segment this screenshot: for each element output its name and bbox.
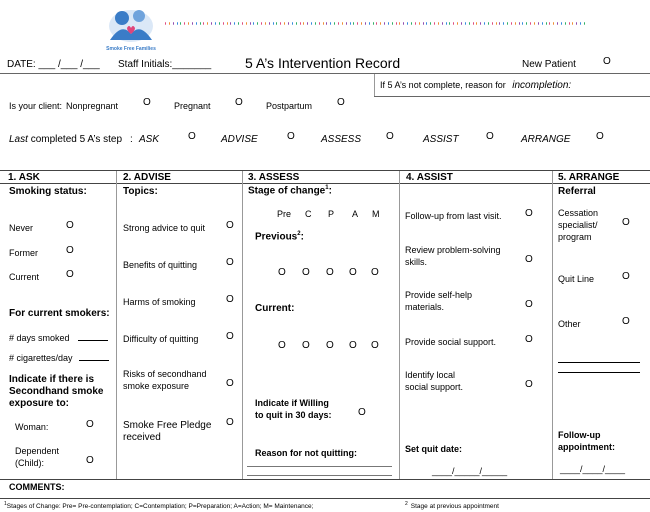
decorative-dot <box>192 22 193 25</box>
incomplete-reason-emphasis: incompletion: <box>512 80 572 91</box>
decorative-dot <box>446 22 447 25</box>
decorative-dot <box>300 22 301 25</box>
decorative-dot <box>561 22 562 25</box>
decorative-dot <box>230 22 231 25</box>
current-label: Current <box>9 272 40 282</box>
assist-support-label: Provide social support. <box>405 337 497 347</box>
decorative-dot <box>315 22 316 25</box>
never-label: Never <box>9 223 34 233</box>
topic-harms: Harms of smoking <box>123 297 196 307</box>
former-label: Former <box>9 248 38 258</box>
decorative-dot <box>296 22 297 25</box>
decorative-dot <box>203 22 204 25</box>
divider <box>116 171 117 479</box>
topic-harms-radio[interactable]: O <box>226 294 234 305</box>
current-a-radio[interactable]: O <box>349 340 357 351</box>
decorative-dot <box>542 22 543 25</box>
willing-label-2: to quit in 30 days: <box>255 410 332 420</box>
topic-benefits-radio[interactable]: O <box>226 257 234 268</box>
cessation-label-1: Cessation <box>558 208 599 218</box>
secondhand-line-3: exposure to: <box>9 398 70 409</box>
page-title: 5 A’s Intervention Record <box>245 55 401 71</box>
decorative-dot <box>177 22 178 25</box>
divider <box>0 498 650 499</box>
divider <box>399 171 400 479</box>
cessation-label-3: program <box>558 232 592 242</box>
decorative-dot <box>361 22 362 25</box>
dependent-label-1: Dependent <box>15 446 60 456</box>
step-advise-radio[interactable]: O <box>287 131 295 142</box>
decorative-dot <box>415 22 416 25</box>
decorative-dot <box>565 22 566 25</box>
stage-of-change-text: Stage of change <box>248 185 326 197</box>
decorative-dot <box>392 22 393 25</box>
pregnant-label: Pregnant <box>174 101 211 111</box>
decorative-dot <box>323 22 324 25</box>
decorative-dot <box>326 22 327 25</box>
divider <box>0 479 650 480</box>
decorative-dot <box>350 22 351 25</box>
decorative-dot <box>280 22 281 25</box>
current-pre-radio[interactable]: O <box>278 340 286 351</box>
stage-of-change-label <box>248 185 332 196</box>
decorative-dot <box>553 22 554 25</box>
decorative-dot <box>449 22 450 25</box>
secondhand-line-1: Indicate if there is <box>9 374 95 385</box>
current-m-radio[interactable]: O <box>371 340 379 351</box>
previous-p-radio[interactable]: O <box>326 267 334 278</box>
decorative-dot <box>515 22 516 25</box>
topic-risks-radio[interactable]: O <box>226 378 234 389</box>
willing-label-1: Indicate if Willing <box>255 398 329 408</box>
stage-p-header: P <box>328 209 335 219</box>
followup-label-2: appointment: <box>558 442 615 452</box>
last-step-colon: : <box>130 134 133 145</box>
other-line-1[interactable] <box>558 362 640 363</box>
previous-m-radio[interactable]: O <box>371 267 379 278</box>
assist-followup-radio[interactable]: O <box>525 208 533 219</box>
column-header-arrange: 5. ARRANGE <box>558 172 620 183</box>
decorative-dot <box>288 22 289 25</box>
decorative-dot <box>261 22 262 25</box>
former-radio[interactable]: O <box>66 245 74 256</box>
stage-c-header: C <box>305 209 312 219</box>
step-ask-label: ASK <box>139 134 160 145</box>
date-field[interactable]: DATE: ___ /___ /___ <box>7 59 100 70</box>
decorative-dot <box>411 22 412 25</box>
decorative-dot <box>184 22 185 25</box>
pledge-label-2: received <box>123 432 161 443</box>
topic-strong-advice-radio[interactable]: O <box>226 220 234 231</box>
topic-risks-1: Risks of secondhand <box>123 369 207 379</box>
decorative-dot <box>165 22 166 25</box>
footnote-1-text: Stages of Change: Pre= Pre-contemplation; C=Contemplation; P=Preparation; A=Action; M= Maintenance; <box>6 503 314 511</box>
decorative-dot <box>569 22 570 25</box>
decorative-dot <box>426 22 427 25</box>
new-patient-label: New Patient <box>522 59 576 70</box>
footnote-stages <box>4 501 313 510</box>
topic-difficulty-radio[interactable]: O <box>226 331 234 342</box>
decorative-dot <box>492 22 493 25</box>
decorative-dot <box>473 22 474 25</box>
pledge-radio[interactable]: O <box>226 417 234 428</box>
decorative-dot <box>342 22 343 25</box>
assist-materials-label-1: Provide self-help <box>405 290 473 300</box>
pledge-label-1: Smoke Free Pledge <box>123 420 212 431</box>
decorative-dot <box>250 22 251 25</box>
topic-difficulty: Difficulty of quitting <box>123 334 199 344</box>
never-radio[interactable]: O <box>66 220 74 231</box>
decorative-dot <box>330 22 331 25</box>
decorative-dot <box>403 22 404 25</box>
column-header-ask: 1. ASK <box>8 172 40 183</box>
current-radio[interactable]: O <box>66 269 74 280</box>
footnote-1-marker: 1 <box>4 501 7 507</box>
decorative-dot <box>357 22 358 25</box>
divider <box>374 74 375 96</box>
decorative-dot <box>369 22 370 25</box>
decorative-dot <box>273 22 274 25</box>
current-p-radio[interactable]: O <box>326 340 334 351</box>
decorative-dot <box>257 22 258 25</box>
previous-c-radio[interactable]: O <box>302 267 310 278</box>
decorative-dot <box>173 22 174 25</box>
referral-label: Referral <box>558 186 596 197</box>
decorative-dot <box>265 22 266 25</box>
last-step-emphasis: Last <box>9 134 28 145</box>
previous-text: Previous <box>255 231 298 243</box>
decorative-dot <box>407 22 408 25</box>
decorative-dot <box>269 22 270 25</box>
assist-materials-radio[interactable]: O <box>525 299 533 310</box>
willing-radio[interactable]: O <box>358 407 366 418</box>
woman-label: Woman: <box>15 422 49 432</box>
decorative-dot <box>580 22 581 25</box>
postpartum-radio[interactable]: O <box>337 97 345 108</box>
previous-a-radio[interactable]: O <box>349 267 357 278</box>
reason-not-quitting-label: Reason for not quitting: <box>255 448 357 458</box>
decorative-dot <box>519 22 520 25</box>
decorative-dot <box>384 22 385 25</box>
decorative-dot <box>219 22 220 25</box>
comments-label: COMMENTS: <box>9 482 65 492</box>
divider <box>242 171 243 479</box>
other-radio[interactable]: O <box>622 316 630 327</box>
assist-local-label-2: social support. <box>405 382 464 392</box>
topics-label: Topics: <box>123 186 158 197</box>
step-arrange-label: ARRANGE <box>521 134 571 145</box>
decorative-dot <box>180 22 181 25</box>
decorative-dots-right <box>165 22 585 25</box>
decorative-dot <box>496 22 497 25</box>
decorative-dot <box>442 22 443 25</box>
decorative-dot <box>434 22 435 25</box>
decorative-dot <box>346 22 347 25</box>
step-assess-label: ASSESS <box>321 134 362 145</box>
decorative-dot <box>484 22 485 25</box>
decorative-dot <box>380 22 381 25</box>
decorative-dot <box>488 22 489 25</box>
topic-benefits: Benefits of quitting <box>123 260 198 270</box>
previous-pre-radio[interactable]: O <box>278 267 286 278</box>
logo <box>100 4 162 50</box>
last-step-text: completed 5 A’s step <box>30 134 123 145</box>
quit-date-label: Set quit date: <box>405 444 463 454</box>
divider <box>0 73 650 74</box>
family-logo-icon <box>100 4 162 44</box>
decorative-dot <box>461 22 462 25</box>
decorative-dot <box>196 22 197 25</box>
column-header-assist: 4. ASSIST <box>406 172 453 183</box>
current-stage-label: Current: <box>255 303 295 314</box>
stage-m-header: M <box>372 209 380 219</box>
divider <box>374 96 650 97</box>
decorative-dot <box>584 22 585 25</box>
stage-a-header: A <box>352 209 359 219</box>
decorative-dot <box>338 22 339 25</box>
staff-initials-field[interactable]: Staff Initials:_______ <box>118 59 212 70</box>
followup-label-1: Follow-up <box>558 430 601 440</box>
decorative-dot <box>319 22 320 25</box>
decorative-dot <box>476 22 477 25</box>
current-smokers-label: For current smokers: <box>9 308 110 319</box>
previous-footnote-marker: 2 <box>297 231 301 237</box>
dependent-radio[interactable]: O <box>86 455 94 466</box>
assist-review-label-1: Review problem-solving <box>405 245 501 255</box>
step-ask-radio[interactable]: O <box>188 131 196 142</box>
nonpregnant-label: Nonpregnant <box>66 101 119 111</box>
decorative-dot <box>303 22 304 25</box>
footnote-2-text: Stage at previous appointment <box>410 503 499 511</box>
decorative-dot <box>307 22 308 25</box>
decorative-dot <box>511 22 512 25</box>
decorative-dot <box>526 22 527 25</box>
decorative-dot <box>284 22 285 25</box>
decorative-dot <box>200 22 201 25</box>
decorative-dot <box>534 22 535 25</box>
decorative-dot <box>311 22 312 25</box>
cigarettes-blank[interactable] <box>79 352 109 361</box>
incomplete-reason-field[interactable] <box>380 80 571 91</box>
decorative-dot <box>430 22 431 25</box>
cigarettes-field[interactable] <box>9 352 109 363</box>
decorative-dot <box>507 22 508 25</box>
assist-support-radio[interactable]: O <box>525 334 533 345</box>
decorative-dot <box>169 22 170 25</box>
stage-pre-header: Pre <box>277 209 292 219</box>
assist-followup-label: Follow-up from last visit. <box>405 211 502 221</box>
decorative-dot <box>549 22 550 25</box>
decorative-dot <box>546 22 547 25</box>
followup-date-field[interactable]: ____/____/____ <box>560 464 626 474</box>
decorative-dot <box>480 22 481 25</box>
postpartum-label: Postpartum <box>266 101 313 111</box>
decorative-dot <box>530 22 531 25</box>
logo-caption: Smoke Free Families <box>106 46 156 52</box>
decorative-dot <box>538 22 539 25</box>
decorative-dot <box>246 22 247 25</box>
decorative-dot <box>207 22 208 25</box>
column-header-assess: 3. ASSESS <box>248 172 300 183</box>
step-assess-radio[interactable]: O <box>386 131 394 142</box>
new-patient-checkbox[interactable]: O <box>603 56 611 67</box>
footnote-2-marker: 2 <box>405 501 408 507</box>
assist-materials-label-2: materials. <box>405 302 445 312</box>
secondhand-line-2: Secondhand smoke <box>9 386 104 397</box>
last-step-label <box>9 134 133 145</box>
decorative-dot <box>211 22 212 25</box>
cigarettes-label: # cigarettes/day <box>9 353 73 363</box>
reason-line-1[interactable] <box>247 466 392 467</box>
stage-colon: : <box>328 185 332 197</box>
step-arrange-radio[interactable]: O <box>596 131 604 142</box>
decorative-dot <box>388 22 389 25</box>
decorative-dot <box>365 22 366 25</box>
decorative-dot <box>557 22 558 25</box>
decorative-dot <box>457 22 458 25</box>
previous-colon: : <box>300 231 304 243</box>
assist-review-radio[interactable]: O <box>525 254 533 265</box>
decorative-dot <box>276 22 277 25</box>
reason-line-2[interactable] <box>247 475 392 476</box>
decorative-dot <box>576 22 577 25</box>
decorative-dot <box>376 22 377 25</box>
decorative-dot <box>238 22 239 25</box>
divider <box>552 171 553 479</box>
step-assist-radio[interactable]: O <box>486 131 494 142</box>
smoking-status-label: Smoking status: <box>9 186 87 197</box>
stage-footnote-marker: 1 <box>325 185 329 191</box>
decorative-dot <box>353 22 354 25</box>
days-smoked-label: # days smoked <box>9 333 70 343</box>
decorative-dot <box>188 22 189 25</box>
footnote-previous <box>405 501 499 510</box>
decorative-dot <box>396 22 397 25</box>
decorative-dot <box>469 22 470 25</box>
decorative-dot <box>438 22 439 25</box>
assist-local-radio[interactable]: O <box>525 379 533 390</box>
decorative-dot <box>292 22 293 25</box>
decorative-dot <box>215 22 216 25</box>
incomplete-reason-label: If 5 A’s not complete, reason for <box>380 80 506 90</box>
topic-strong-advice: Strong advice to quit <box>123 223 206 233</box>
decorative-dot <box>522 22 523 25</box>
step-assist-label: ASSIST <box>423 134 459 145</box>
decorative-dot <box>334 22 335 25</box>
decorative-dot <box>572 22 573 25</box>
decorative-dot <box>453 22 454 25</box>
decorative-dot <box>465 22 466 25</box>
decorative-dot <box>399 22 400 25</box>
cessation-radio[interactable]: O <box>622 217 630 228</box>
quit-line-label: Quit Line <box>558 274 595 284</box>
decorative-dot <box>253 22 254 25</box>
current-c-radio[interactable]: O <box>302 340 310 351</box>
other-label: Other <box>558 319 581 329</box>
decorative-dots-left <box>58 22 98 25</box>
days-smoked-blank[interactable] <box>78 332 108 341</box>
decorative-dot <box>373 22 374 25</box>
dependent-label-2: (Child): <box>15 458 45 468</box>
assist-local-label-1: Identify local <box>405 370 456 380</box>
column-header-advise: 2. ADVISE <box>123 172 171 183</box>
client-status-label: Is your client: <box>9 101 63 111</box>
decorative-dot <box>234 22 235 25</box>
decorative-dot <box>227 22 228 25</box>
previous-stage-label <box>255 231 304 242</box>
days-smoked-field[interactable] <box>9 332 108 343</box>
quit-date-field[interactable]: ____/_____/_____ <box>432 466 508 476</box>
decorative-dot <box>242 22 243 25</box>
decorative-dot <box>423 22 424 25</box>
decorative-dot <box>499 22 500 25</box>
quit-line-radio[interactable]: O <box>622 271 630 282</box>
decorative-dot <box>503 22 504 25</box>
woman-radio[interactable]: O <box>86 419 94 430</box>
pregnant-radio[interactable]: O <box>235 97 243 108</box>
topic-risks-2: smoke exposure <box>123 381 190 391</box>
step-advise-label: ADVISE <box>221 134 258 145</box>
decorative-dot <box>223 22 224 25</box>
other-line-2[interactable] <box>558 372 640 373</box>
decorative-dot <box>419 22 420 25</box>
assist-review-label-2: skills. <box>405 257 427 267</box>
cessation-label-2: specialist/ <box>558 220 598 230</box>
nonpregnant-radio[interactable]: O <box>143 97 151 108</box>
